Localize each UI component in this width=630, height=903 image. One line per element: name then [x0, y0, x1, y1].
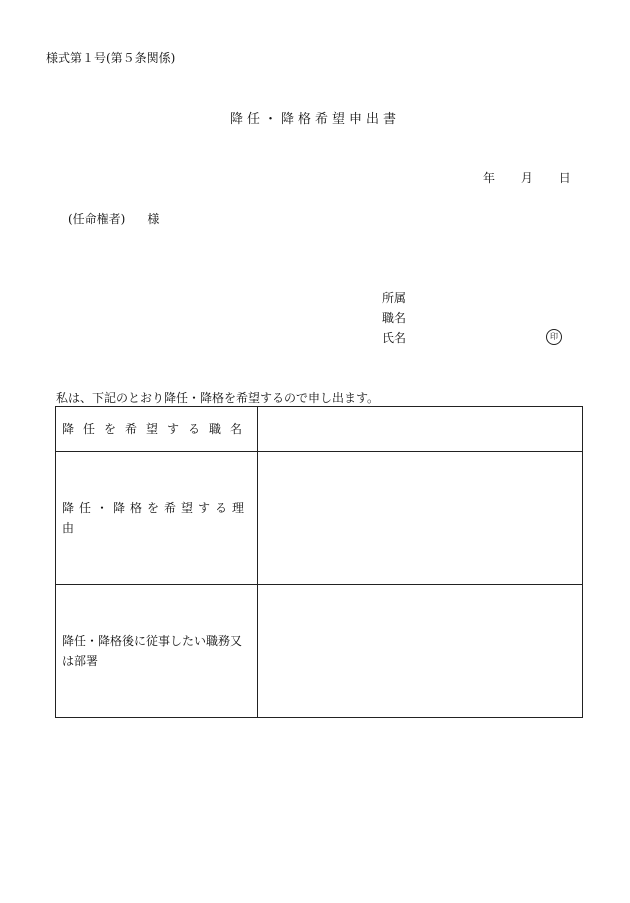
date-year-label: 年 — [483, 171, 496, 185]
table-row-label: 降任を希望する職名 — [56, 407, 258, 452]
date-month-label: 月 — [520, 171, 533, 185]
document-title: 降任・降格希望申出書 — [229, 112, 400, 127]
table-row — [56, 407, 583, 452]
table-row-label: 降任・降格を希望する理由 — [56, 452, 258, 585]
form-number: 様式第１号(第５条関係) — [46, 51, 176, 65]
table-row-value-field[interactable] — [258, 585, 583, 718]
date-line — [483, 169, 571, 186]
seal-mark: 印 — [546, 329, 562, 345]
table-row-value-field[interactable] — [258, 452, 583, 585]
affiliation-label: 所属 — [382, 291, 407, 305]
addressee — [68, 210, 159, 227]
date-day-label: 日 — [558, 171, 571, 185]
table-row-value-field[interactable] — [258, 407, 583, 452]
appointing-authority-label: (任命権者) — [68, 212, 126, 226]
name-label: 氏名 — [382, 331, 407, 345]
table-row — [56, 452, 583, 585]
honorific: 様 — [147, 212, 160, 226]
position-label: 職名 — [382, 311, 407, 325]
table-row-label: 降任・降格後に従事したい職務又は部署 — [56, 585, 258, 718]
table-row — [56, 585, 583, 718]
intro-text: 私は、下記のとおり降任・降格を希望するので申し出ます。 — [56, 391, 380, 405]
application-table — [55, 406, 583, 718]
